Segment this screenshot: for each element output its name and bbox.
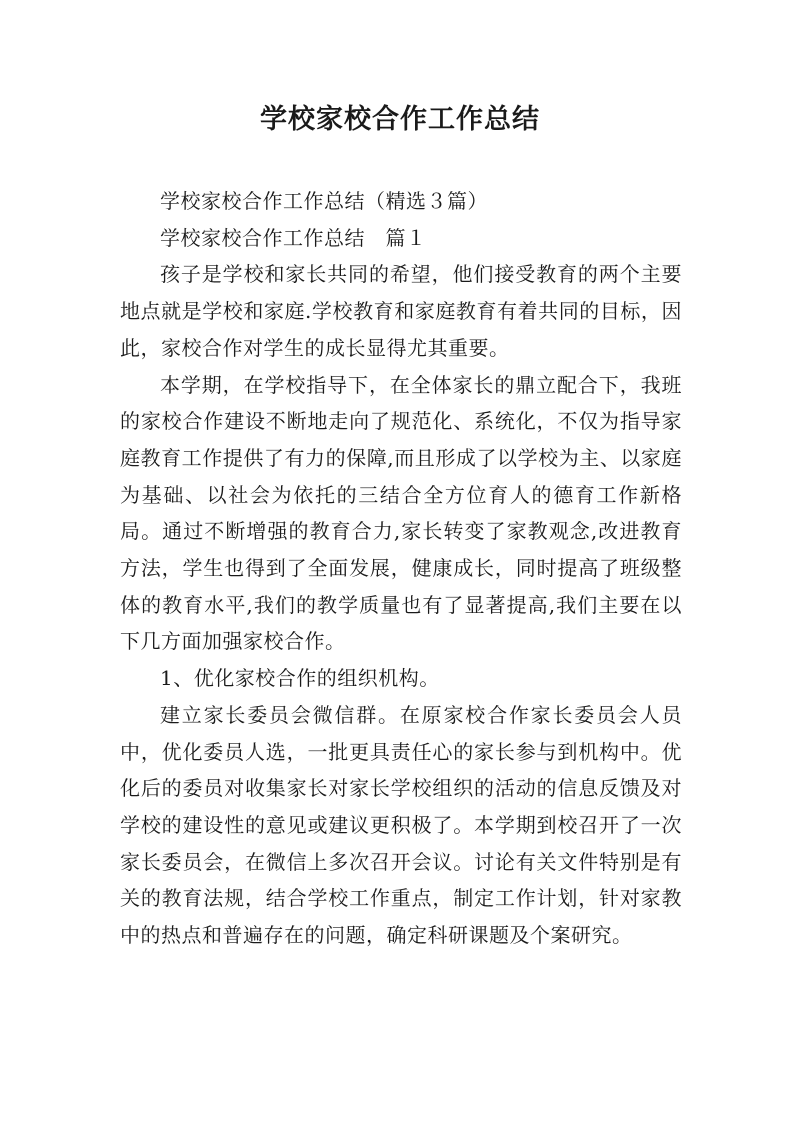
- body-paragraph: 孩子是学校和家长共同的希望，他们接受教育的两个主要地点就是学校和家庭.学校教育和家庭教育有着共同的目标，因此，家校合作对学生的成长显得尤其重要。: [120, 262, 682, 360]
- numbered-heading: 1、优化家校合作的组织机构。: [160, 666, 440, 691]
- document-body: [120, 183, 682, 954]
- subtitle-line: 学校家校合作工作总结（精选３篇）: [160, 189, 488, 213]
- body-paragraph: 建立家长委员会微信群。在原家校合作家长委员会人员中，优化委员人选，一批更具责任心的家长参与到机构中。优化后的委员对收集家长对家长学校组织的活动的信息反馈及对学校的建设性的意见或建议更积极了。本学期到校召开了一次家长委员会，在微信上多次召开会议。讨论有关文件特别是有关的教育法规，结合学校工作重点，制定工作计划，针对家教中的热点和普遍存在的问题，确定科研课题及个案研究。: [120, 702, 682, 948]
- document-title: 学校家校合作工作总结: [260, 104, 540, 135]
- section-heading: 学校家校合作工作总结 篇１: [160, 225, 427, 250]
- body-paragraph: 本学期，在学校指导下，在全体家长的鼎立配合下，我班的家校合作建设不断地走向了规范化、系统化，不仅为指导家庭教育工作提供了有力的保障,而且形成了以学校为主、以家庭为基础、以社会为依托的三结合全方位育人的德育工作新格局。通过不断增强的教育合力,家长转变了家教观念,改进教育方法，学生也得到了全面发展，健康成长，同时提高了班级整体的教育水平,我们的教学质量也有了显著提高,我们主要在以下几方面加强家校合作。: [120, 372, 682, 654]
